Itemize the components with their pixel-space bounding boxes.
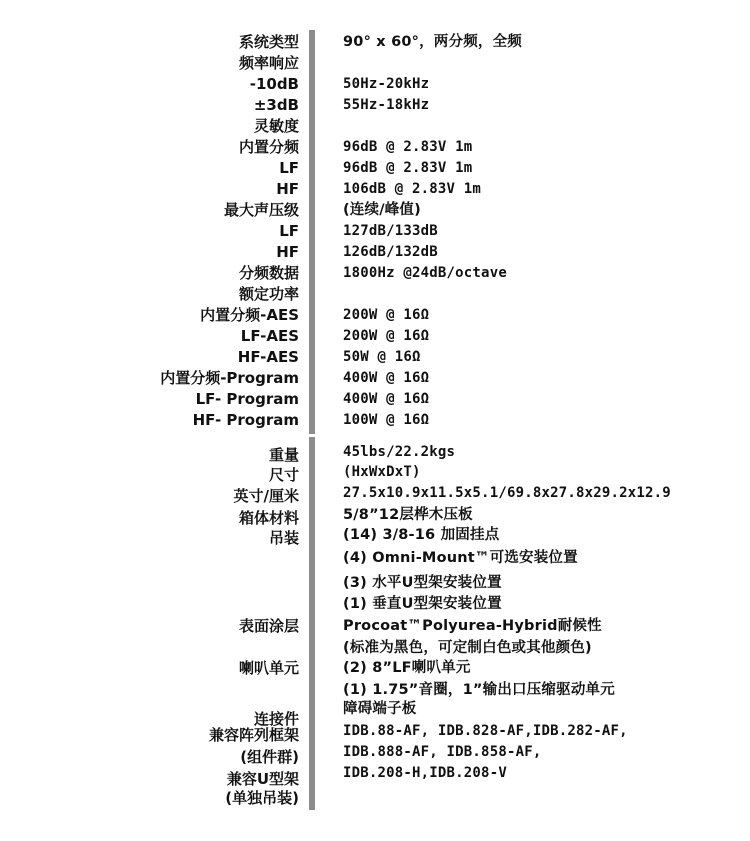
spec-value: 50W @ 16Ω	[343, 349, 421, 365]
spec-value: (14) 3/8-16 加固挂点	[343, 527, 500, 543]
spec-label: 兼容U型架	[226, 770, 299, 788]
spec-value: 55Hz-18kHz	[343, 97, 430, 113]
spec-row	[0, 698, 750, 728]
spec-label: HF- Program	[192, 411, 299, 429]
spec-label: LF-AES	[240, 327, 299, 345]
spec-value: 27.5x10.9x11.5x5.1/69.8x27.8x29.2x12.9	[343, 485, 671, 501]
spec-label: 吊装	[268, 529, 299, 547]
spec-value: 100W @ 16Ω	[343, 412, 430, 428]
spec-row	[0, 524, 750, 546]
spec-row	[0, 593, 750, 615]
spec-value: 126dB/132dB	[343, 244, 438, 260]
spec-value: (连续/峰值)	[343, 202, 421, 218]
spec-value: IDB.88-AF, IDB.828-AF,IDB.282-AF,	[343, 723, 628, 739]
spec-row	[0, 615, 750, 637]
spec-label: 额定功率	[238, 285, 299, 303]
spec-value: 90° x 60°，两分频，全频	[343, 34, 523, 50]
spec-value: IDB.888-AF, IDB.858-AF,	[343, 744, 542, 760]
spec-value: 106dB @ 2.83V 1m	[343, 181, 482, 197]
spec-label: LF- Program	[195, 390, 299, 408]
spec-label: 内置分频-Program	[160, 369, 299, 387]
spec-row	[0, 657, 750, 679]
spec-label: (单独吊装)	[225, 789, 299, 807]
spec-row	[0, 461, 750, 483]
spec-label: 连接件	[253, 710, 299, 728]
spec-row	[0, 136, 750, 158]
spec-value: 障碍端子板	[343, 701, 417, 717]
spec-row	[0, 325, 750, 347]
spec-row	[0, 346, 750, 368]
spec-value: (3) 水平U型架安装位置	[343, 575, 502, 591]
spec-row	[0, 367, 750, 389]
spec-value: 50Hz-20kHz	[343, 76, 430, 92]
spec-row	[0, 637, 750, 659]
spec-row	[0, 504, 750, 526]
spec-label: 尺寸	[268, 466, 299, 484]
spec-row	[0, 262, 750, 284]
spec-row	[0, 482, 750, 504]
spec-row	[0, 441, 750, 463]
spec-value: 400W @ 16Ω	[343, 370, 430, 386]
spec-label: HF	[276, 243, 299, 261]
spec-row	[0, 178, 750, 200]
spec-row	[0, 241, 750, 263]
spec-label: 最大声压级	[223, 201, 299, 219]
spec-value: 1800Hz @24dB/octave	[343, 265, 507, 281]
spec-label: (组件群)	[240, 748, 299, 766]
spec-label: ±3dB	[253, 96, 299, 114]
spec-row	[0, 52, 750, 74]
spec-value: 96dB @ 2.83V 1m	[343, 160, 473, 176]
spec-label: 重量	[268, 446, 299, 464]
spec-label: -10dB	[249, 75, 299, 93]
spec-row	[0, 783, 750, 805]
spec-value: 400W @ 16Ω	[343, 391, 430, 407]
spec-value: (4) Omni-Mount™可选安装位置	[343, 550, 578, 566]
spec-label: LF	[279, 222, 299, 240]
spec-value: 5/8”12层桦木压板	[343, 507, 473, 523]
spec-row	[0, 304, 750, 326]
spec-label: 表面涂层	[238, 617, 299, 635]
spec-label: 内置分频-AES	[200, 306, 299, 324]
spec-value: (2) 8”LF喇叭单元	[343, 660, 471, 676]
spec-value: Procoat™Polyurea-Hybrid耐候性	[343, 618, 602, 634]
spec-value: 200W @ 16Ω	[343, 328, 430, 344]
spec-row	[0, 283, 750, 305]
spec-row	[0, 720, 750, 742]
spec-row	[0, 115, 750, 137]
spec-label: HF-AES	[237, 348, 299, 366]
spec-label: 箱体材料	[238, 509, 299, 527]
spec-value: (1) 垂直U型架安装位置	[343, 596, 502, 612]
spec-label: LF	[279, 159, 299, 177]
spec-label: 英寸/厘米	[233, 487, 299, 505]
spec-label: HF	[276, 180, 299, 198]
spec-row	[0, 762, 750, 788]
spec-value: (1) 1.75”音圈，1”输出口压缩驱动单元	[343, 682, 615, 698]
spec-row	[0, 547, 750, 569]
spec-value: (标准为黑色，可定制白色或其他颜色)	[343, 640, 592, 656]
spec-row	[0, 73, 750, 95]
spec-value: 96dB @ 2.83V 1m	[343, 139, 473, 155]
spec-row	[0, 572, 750, 594]
spec-value: (HxWxDxT)	[343, 464, 421, 480]
spec-label: 分频数据	[238, 264, 299, 282]
spec-row	[0, 409, 750, 431]
spec-label: 系统类型	[238, 33, 299, 51]
spec-label: 兼容阵列框架	[208, 726, 299, 744]
spec-value: 45lbs/22.2kgs	[343, 444, 456, 460]
spec-label: 喇叭单元	[238, 659, 299, 677]
spec-label: 灵敏度	[253, 117, 299, 135]
spec-row	[0, 157, 750, 179]
spec-row	[0, 741, 750, 766]
spec-label: 频率响应	[238, 54, 299, 72]
spec-value: IDB.208-H,IDB.208-V	[343, 765, 507, 781]
spec-row	[0, 31, 750, 53]
spec-row	[0, 220, 750, 242]
spec-row	[0, 94, 750, 116]
spec-row	[0, 388, 750, 410]
spec-label: 内置分频	[238, 138, 299, 156]
spec-value: 127dB/133dB	[343, 223, 438, 239]
spec-value: 200W @ 16Ω	[343, 307, 430, 323]
spec-row	[0, 199, 750, 221]
